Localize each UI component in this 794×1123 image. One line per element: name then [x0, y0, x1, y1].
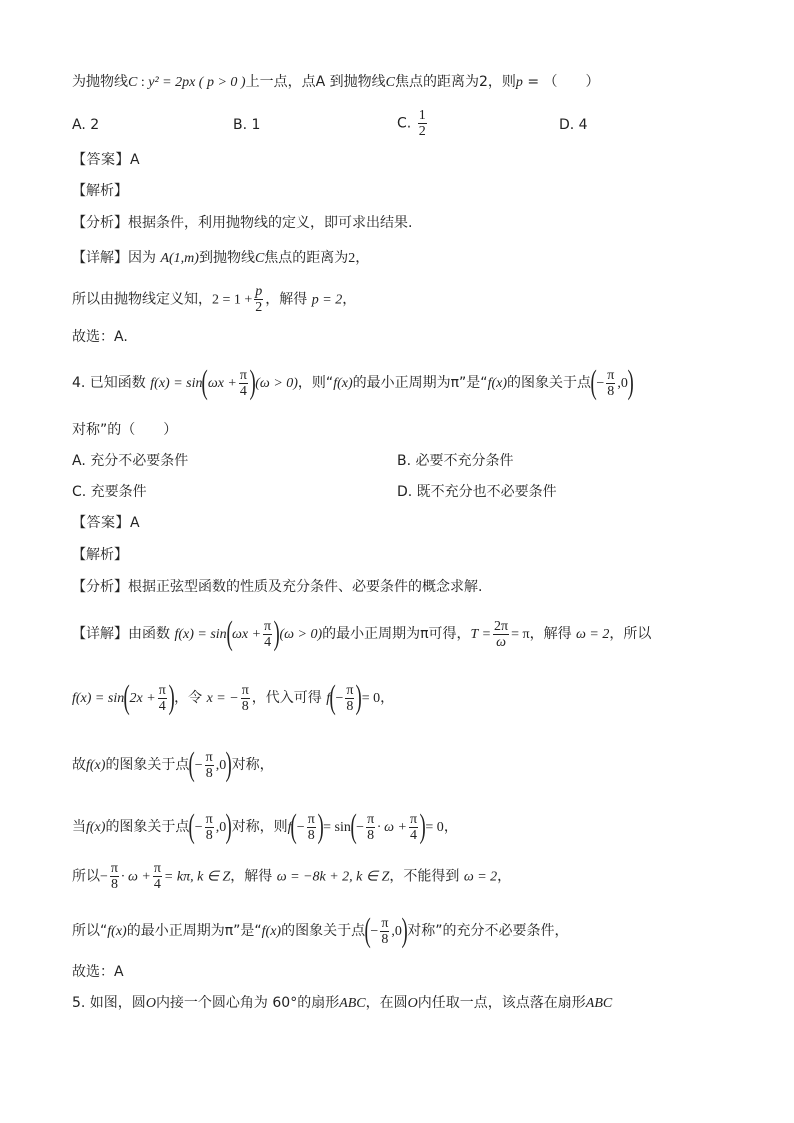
- answer-label: 【答案】: [72, 515, 130, 531]
- math: ω = 2: [576, 627, 610, 642]
- fraction: $\frac{\pi}{8}$: [381, 915, 389, 947]
- q4-option-b: B. 必要不充分条件: [397, 453, 514, 469]
- text: ，解得: [529, 626, 577, 642]
- detail-label: 【详解】: [72, 626, 128, 642]
- text: 由函数: [128, 626, 175, 642]
- fenxi-label: 【分析】: [72, 579, 128, 595]
- math: C: [254, 251, 265, 266]
- q4-detail-6: 所以“f(x)的最小正周期为π”是“f(x)的图象关于点(− $\frac{\pi}{8}$ ,0)对称”的充分不必要条件，: [72, 912, 569, 949]
- math: f(x) = sin: [72, 691, 125, 706]
- math: f(x) = sin: [150, 376, 203, 391]
- fraction: $\frac{\pi}{8}$: [307, 811, 315, 843]
- fraction: $\frac{\pi}{4}$: [158, 682, 166, 714]
- q4-analysis-label: 【解析】: [72, 547, 128, 563]
- math: = π: [511, 627, 530, 642]
- q4-option-a: A. 充分不必要条件: [72, 453, 189, 469]
- math: f(x): [261, 924, 282, 939]
- math: 2 = 1 +: [212, 292, 253, 308]
- text: ，代入可得: [251, 690, 327, 706]
- q3-detail-1: [72, 248, 369, 269]
- text: ，所以: [609, 626, 652, 642]
- text: 的最小正周期为π可得，: [322, 626, 471, 642]
- math: = 0: [425, 820, 444, 835]
- text: 内接一个圆心角为 60°的扇形: [155, 995, 340, 1011]
- answer-label: 【答案】: [72, 152, 130, 168]
- math: (ω > 0): [279, 627, 323, 642]
- q4-detail-1: 【详解】由函数 f(x) = sin(ωx + $\frac{\pi}{4}$ )(ω > 0)的最小正周期为π可得，T = $\frac{2\pi}{\omega}$ = π，解得 ω = 2，所以: [72, 615, 652, 652]
- q3-option-b: B. 1: [233, 117, 261, 133]
- text: 内任取一点，该点落在扇形: [417, 995, 586, 1011]
- text: 故: [72, 757, 86, 773]
- text: 的最小正周期为π”是“: [126, 923, 262, 939]
- fenxi-label: 【分析】: [72, 215, 128, 231]
- fraction: $\frac{\pi}{8}$: [205, 811, 213, 843]
- text: 当: [72, 819, 86, 835]
- math: f(x): [333, 376, 353, 391]
- answer-value: A: [130, 515, 140, 531]
- math: = kπ, k ∈ Z: [163, 869, 231, 885]
- q3-option-a: A. 2: [72, 117, 100, 133]
- fraction: $\frac{\pi}{4}$: [153, 861, 161, 892]
- q3-fenxi: [72, 213, 412, 233]
- q3-analysis-label: 【解析】: [72, 183, 128, 199]
- fenxi-text: 根据条件，利用抛物线的定义，即可求出结果.: [128, 215, 413, 231]
- math: f(x): [107, 924, 127, 939]
- text: 4. 已知函数: [72, 375, 151, 391]
- math: T =: [470, 627, 492, 642]
- fraction: $\frac{\pi}{4}$: [239, 367, 247, 399]
- text: 到抛物线: [198, 250, 255, 266]
- q4-stem: 4. 已知函数 f(x) = sin(ωx + $\frac{\pi}{4}$ )(ω > 0)，则“f(x)的最小正周期为π”是“f(x)的图象关于点(− $\frac{\pi}{8}$ ,0): [72, 364, 634, 401]
- text: 所以: [72, 868, 100, 885]
- math: · ω +: [120, 869, 151, 885]
- math: ABC: [585, 996, 613, 1011]
- math: ω = −8k + 2, k ∈ Z: [276, 869, 390, 885]
- math: p: [515, 75, 523, 90]
- math: ABC: [339, 996, 366, 1011]
- math: C: [128, 75, 138, 90]
- fraction: $\frac{\pi}{4}$: [264, 618, 272, 650]
- q4-fenxi: [72, 577, 482, 597]
- text: ，解得: [265, 291, 312, 308]
- fraction: $\frac{\pi}{8}$: [346, 682, 354, 714]
- text: ，不能得到: [389, 868, 464, 885]
- math: C: [385, 75, 395, 90]
- text: 对称”的充分不必要条件，: [407, 923, 569, 939]
- fraction: $\frac{\pi}{8}$: [205, 749, 213, 781]
- q4-option-d: D. 既不充分也不必要条件: [397, 484, 557, 500]
- fraction: $\frac{p}{2}$: [255, 284, 263, 315]
- text: 所以由抛物线定义知，: [72, 291, 212, 308]
- text: 焦点的距离为2，则: [394, 74, 516, 90]
- text: 对称，则: [231, 819, 288, 835]
- text: ，: [342, 291, 357, 308]
- text: ，解得: [230, 868, 277, 885]
- q4-detail-3: 故f(x)的图象关于点(− $\frac{\pi}{8}$ ,0)对称，: [72, 746, 274, 783]
- q3-stem: [72, 72, 600, 93]
- q3-detail-2: [72, 284, 356, 315]
- math: f(x) = sin: [174, 627, 227, 642]
- math: ωx +: [207, 376, 237, 391]
- detail-label: 【详解】: [72, 250, 128, 266]
- text: = （ ）: [522, 74, 600, 90]
- text: ，: [497, 868, 512, 885]
- math: A(1,m): [160, 251, 199, 266]
- math: f(x): [86, 820, 106, 835]
- math: = 0: [361, 691, 381, 706]
- q4-detail-4: 当f(x)的图象关于点(− $\frac{\pi}{8}$ ,0)对称，则f(− $\frac{\pi}{8}$ )= sin(− $\frac{\pi}{8}$ · ω + $\frac{\pi}{4}$ )= 0，: [72, 808, 458, 845]
- text: 对称，: [231, 757, 274, 773]
- math: O: [145, 996, 156, 1011]
- math: ω = 2: [463, 869, 498, 885]
- fenxi-text: 根据正弦型函数的性质及充分条件、必要条件的概念求解.: [128, 579, 483, 595]
- text: ，在圆: [365, 995, 408, 1011]
- fraction: $\frac{1}{2}$: [418, 108, 426, 139]
- fraction: $\frac{\pi}{4}$: [410, 811, 418, 843]
- text: ，: [380, 690, 395, 706]
- q3-option-c: [397, 108, 429, 139]
- q4-stem-line2: 对称”的（ ）: [72, 422, 178, 438]
- text: 为抛物线: [72, 74, 128, 90]
- fraction: $\frac{\pi}{8}$: [607, 367, 615, 399]
- answer-value: A: [130, 152, 140, 168]
- fraction: $\frac{\pi}{8}$: [110, 861, 118, 892]
- fraction: $\frac{2\pi}{\omega}$: [494, 618, 509, 650]
- text: 的最小正周期为π”是“: [352, 375, 488, 391]
- q3-choose: 故选：A.: [72, 329, 128, 345]
- text: 焦点的距离为: [264, 250, 349, 266]
- q4-detail-5: 所以− $\frac{\pi}{8}$ · ω + $\frac{\pi}{4}$ = kπ, k ∈ Z，解得 ω = −8k + 2, k ∈ Z，不能得到 ω = 2，: [72, 861, 512, 892]
- math: f(x): [487, 376, 507, 391]
- q4-choose: 故选：A: [72, 964, 124, 980]
- math: · ω +: [377, 820, 407, 835]
- math: :: [137, 75, 149, 90]
- q4-detail-2: f(x) = sin(2x + $\frac{\pi}{4}$ )，令 x = − $\frac{\pi}{8}$ ，代入可得 f(− $\frac{\pi}{8}$ )= 0，: [72, 679, 395, 716]
- text: 的图象关于点: [105, 819, 190, 835]
- text: ，令: [174, 690, 207, 706]
- math: = sin: [323, 820, 351, 835]
- math: O: [407, 996, 418, 1011]
- q4-answer: [72, 513, 140, 533]
- text: 因为: [128, 250, 161, 266]
- q3-answer: [72, 150, 140, 170]
- fraction: $\frac{\pi}{8}$: [241, 682, 249, 714]
- math: f: [326, 691, 331, 706]
- math: f(x): [86, 758, 106, 773]
- text: 的图象关于点: [281, 923, 366, 939]
- text: 5. 如图，圆: [72, 995, 146, 1011]
- math: y² = 2px ( p > 0 ): [148, 75, 246, 90]
- text: 的图象关于点: [507, 375, 591, 391]
- math: 2x +: [129, 691, 156, 706]
- math: (ω > 0): [255, 376, 298, 391]
- math: p = 2: [311, 292, 343, 308]
- text: ，则“: [297, 375, 334, 391]
- math: x = −: [206, 691, 239, 706]
- option-label: C.: [397, 115, 412, 132]
- q4-option-c: C. 充要条件: [72, 484, 147, 500]
- text: 所以“: [72, 923, 108, 939]
- math: ωx +: [232, 627, 262, 642]
- text: ，: [443, 819, 458, 835]
- text: 上一点，点A 到抛物线: [245, 74, 386, 90]
- q3-option-d: D. 4: [559, 117, 588, 133]
- text: 的图象关于点: [105, 757, 190, 773]
- text: 2，: [348, 251, 370, 266]
- q5-stem: [72, 993, 612, 1014]
- math: f: [287, 820, 292, 835]
- fraction: $\frac{\pi}{8}$: [367, 811, 375, 843]
